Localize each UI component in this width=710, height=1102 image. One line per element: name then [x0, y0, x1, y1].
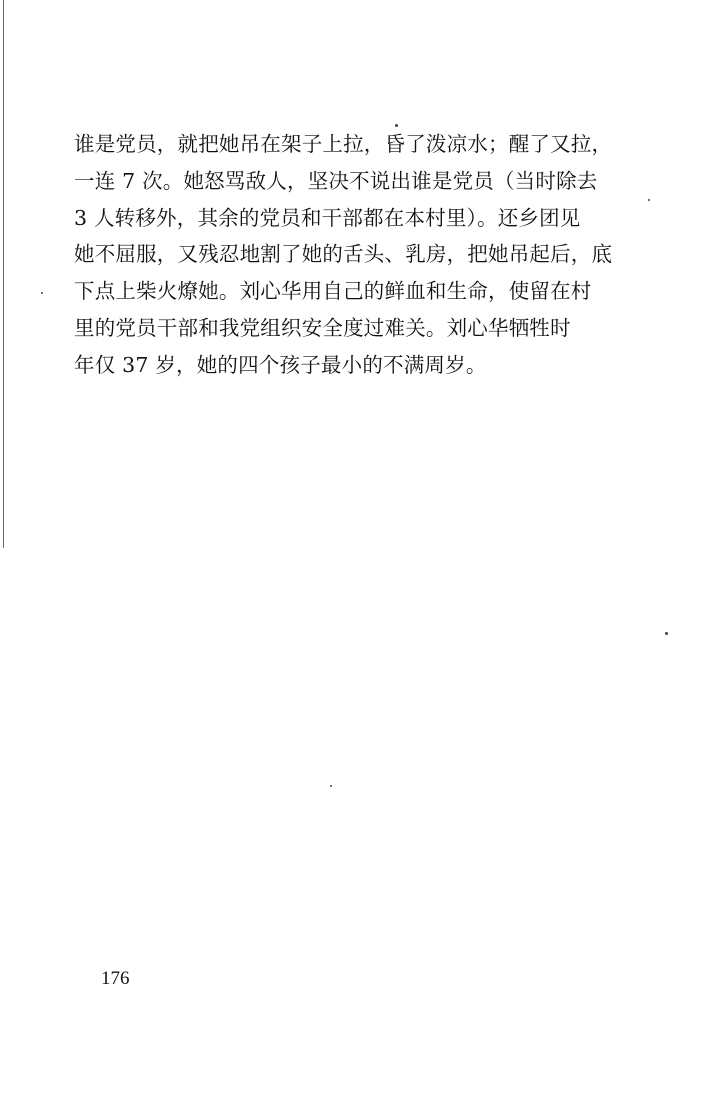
- text-line-3: 3 人转移外，其余的党员和干部都在本村里）。还乡团见: [74, 205, 581, 230]
- text-line-7: 年仅 37 岁，她的四个孩子最小的不满周岁。: [74, 352, 487, 377]
- page-number: 176: [101, 968, 130, 989]
- page-left-edge-rule: [3, 0, 4, 548]
- scan-speck: [665, 632, 668, 635]
- text-line-1: 谁是党员，就把她吊在架子上拉，昏了泼凉水；醒了又拉，: [74, 132, 613, 156]
- text-line-5: 下点上柴火燎她。刘心华用自己的鲜血和生命，使留在村: [74, 279, 592, 304]
- text-line-4: 她不屈服，又残忍地割了她的舌头、乳房，把她吊起后，底: [74, 242, 613, 267]
- scan-speck: [330, 785, 332, 787]
- text-line-2: 一连 7 次。她怒骂敌人，坚决不说出谁是党员（当时除去: [74, 168, 598, 193]
- scan-speck: [648, 199, 650, 201]
- text-line-6: 里的党员干部和我党组织安全度过难关。刘心华牺牲时: [74, 315, 571, 340]
- scan-speck: [41, 292, 43, 294]
- body-text: [74, 126, 644, 384]
- scan-speck: [395, 124, 398, 127]
